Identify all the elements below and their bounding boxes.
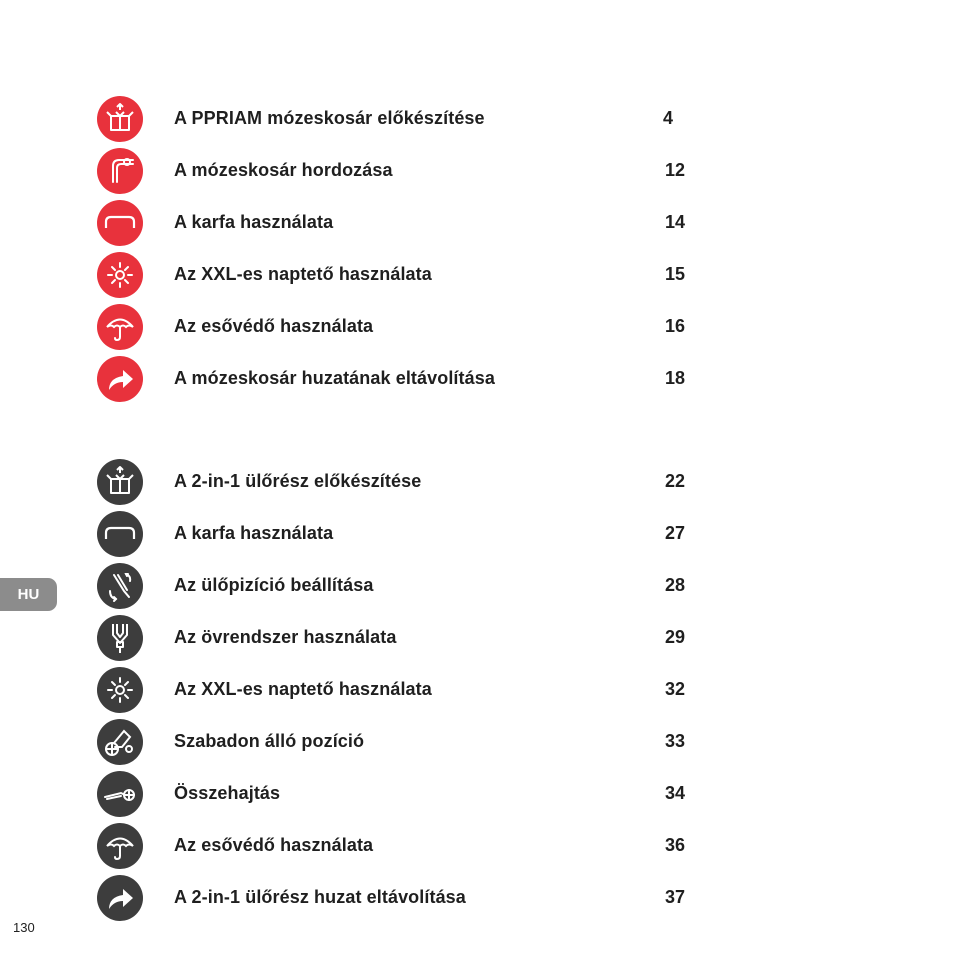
- toc-entry-page: 18: [664, 368, 685, 388]
- arrow-icon: [97, 356, 143, 402]
- toc-entry-page: 22: [664, 471, 685, 491]
- toc-entry[interactable]: [97, 96, 697, 142]
- toc-entry-title: Összehajtás: [174, 783, 281, 803]
- toc-entry-title: Az övrendszer használata: [174, 627, 397, 647]
- fold-icon: [97, 771, 143, 817]
- sun-icon: [97, 667, 143, 713]
- umbrella-icon: [97, 304, 143, 350]
- toc-entry-page: 28: [664, 575, 685, 595]
- arrow-icon: [97, 875, 143, 921]
- toc-entry-title: A PPRIAM mózeskosár előkészítése: [174, 108, 485, 128]
- toc-entry-title: A 2-in-1 ülőrész huzat eltávolítása: [174, 887, 466, 907]
- toc-entry[interactable]: [97, 252, 697, 298]
- toc-entry-title: Az esővédő használata: [174, 835, 374, 855]
- toc-entry[interactable]: [97, 667, 697, 713]
- toc-entry-page: 33: [664, 731, 685, 751]
- toc-entry-title: Az XXL-es naptető használata: [174, 679, 432, 699]
- toc-entry-title: A mózeskosár hordozása: [174, 160, 393, 180]
- harness-icon: [97, 615, 143, 661]
- bumper-bar-icon: [97, 511, 143, 557]
- carry-handle-icon: [97, 148, 143, 194]
- toc-entry[interactable]: [97, 148, 697, 194]
- toc-entry[interactable]: [97, 356, 697, 402]
- box-icon: [97, 96, 143, 142]
- toc-entry-page: 37: [664, 887, 685, 907]
- toc-entry[interactable]: [97, 511, 697, 557]
- toc-entry-page: 14: [664, 212, 685, 232]
- toc-entry-page: 36: [664, 835, 685, 855]
- toc-entry-title: A karfa használata: [174, 523, 334, 543]
- toc-entry[interactable]: [97, 771, 697, 817]
- toc-entry-title: A mózeskosár huzatának eltávolítása: [174, 368, 495, 388]
- toc-entry-title: Az ülőpizíció beállítása: [174, 575, 374, 595]
- recline-icon: [97, 563, 143, 609]
- toc-entry-page: 12: [664, 160, 685, 180]
- toc-entry[interactable]: [97, 615, 697, 661]
- toc-entry[interactable]: [97, 719, 697, 765]
- toc-entry-page: 15: [664, 264, 685, 284]
- toc-entry-title: A 2-in-1 ülőrész előkészítése: [174, 471, 422, 491]
- toc-entry-title: Szabadon álló pozíció: [174, 731, 365, 751]
- toc-entry[interactable]: [97, 459, 697, 505]
- toc-entry-page: 32: [664, 679, 685, 699]
- page-number: 130: [13, 920, 35, 935]
- toc-entry-page: 27: [664, 523, 685, 543]
- language-tab-label: HU: [17, 586, 40, 603]
- toc-entry[interactable]: [97, 200, 697, 246]
- bumper-bar-icon: [97, 200, 143, 246]
- toc-entry-page: 16: [664, 316, 685, 336]
- toc-entry-title: A karfa használata: [174, 212, 334, 232]
- toc-entry-page: 34: [664, 783, 685, 803]
- language-tab: [0, 578, 57, 611]
- toc-entry[interactable]: [97, 875, 697, 921]
- toc-entry-page: 4: [662, 108, 673, 128]
- umbrella-icon: [97, 823, 143, 869]
- stand-icon: [97, 719, 143, 765]
- toc-entry-title: Az XXL-es naptető használata: [174, 264, 432, 284]
- sun-icon: [97, 252, 143, 298]
- toc-entry[interactable]: [97, 304, 697, 350]
- box-icon: [97, 459, 143, 505]
- toc-entry[interactable]: [97, 563, 697, 609]
- toc-entry-page: 29: [664, 627, 685, 647]
- toc-entry-title: Az esővédő használata: [174, 316, 374, 336]
- toc-entry[interactable]: [97, 823, 697, 869]
